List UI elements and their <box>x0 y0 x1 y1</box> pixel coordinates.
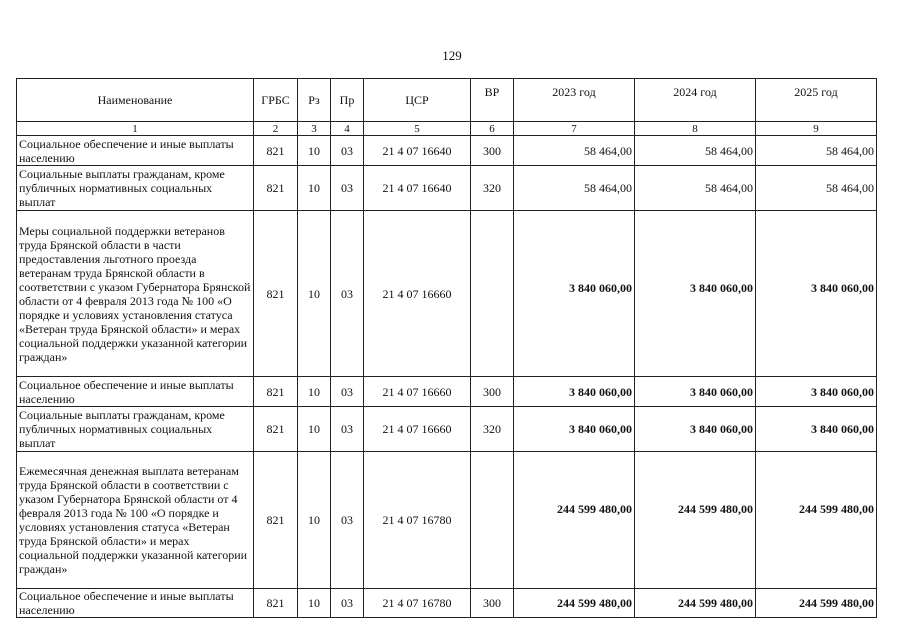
row-csr: 21 4 07 16780 <box>364 452 471 589</box>
row-amount-2024: 244 599 480,00 <box>635 589 756 618</box>
row-grbs: 821 <box>254 377 298 407</box>
row-amount-2024: 58 464,00 <box>635 136 756 166</box>
column-number: 6 <box>471 122 514 136</box>
row-amount-2023: 244 599 480,00 <box>514 589 635 618</box>
table-row <box>17 211 877 377</box>
header-row <box>17 79 877 122</box>
row-amount-2024: 3 840 060,00 <box>635 377 756 407</box>
header-name: Наименование <box>17 79 254 122</box>
row-pr: 03 <box>331 589 364 618</box>
table-row <box>17 589 877 618</box>
row-grbs: 821 <box>254 589 298 618</box>
row-csr: 21 4 07 16660 <box>364 407 471 452</box>
row-amount-2023: 244 599 480,00 <box>514 452 635 589</box>
row-grbs: 821 <box>254 136 298 166</box>
table-row <box>17 377 877 407</box>
page-number: 129 <box>442 48 462 63</box>
table-row <box>17 407 877 452</box>
row-rz: 10 <box>298 166 331 211</box>
row-amount-2025: 58 464,00 <box>756 166 877 211</box>
row-amount-2024: 3 840 060,00 <box>635 407 756 452</box>
column-number-row <box>17 122 877 136</box>
row-amount-2024: 244 599 480,00 <box>635 452 756 589</box>
row-amount-2025: 244 599 480,00 <box>756 589 877 618</box>
row-csr: 21 4 07 16660 <box>364 377 471 407</box>
row-grbs: 821 <box>254 211 298 377</box>
row-amount-2025: 3 840 060,00 <box>756 407 877 452</box>
row-pr: 03 <box>331 211 364 377</box>
row-amount-2025: 244 599 480,00 <box>756 452 877 589</box>
table-row <box>17 136 877 166</box>
row-amount-2023: 58 464,00 <box>514 136 635 166</box>
column-number: 5 <box>364 122 471 136</box>
header-2023: 2023 год <box>514 79 635 122</box>
header-pr: Пр <box>331 79 364 122</box>
row-amount-2024: 3 840 060,00 <box>635 211 756 377</box>
row-name: Социальные выплаты гражданам, кроме публичных нормативных социальных выплат <box>17 166 254 211</box>
row-grbs: 821 <box>254 407 298 452</box>
budget-table <box>16 78 877 618</box>
header-2024: 2024 год <box>635 79 756 122</box>
row-csr: 21 4 07 16640 <box>364 136 471 166</box>
row-amount-2025: 58 464,00 <box>756 136 877 166</box>
row-grbs: 821 <box>254 452 298 589</box>
row-name: Социальное обеспечение и иные выплаты населению <box>17 589 254 618</box>
column-number: 7 <box>514 122 635 136</box>
row-name: Социальное обеспечение и иные выплаты населению <box>17 377 254 407</box>
row-name: Меры социальной поддержки ветеранов труда Брянской области в части предоставления льготного проезда ветеранам труда Брянской области в соответствии с указом Губернатора Брянской области от 4 февраля 2013 года № 100 «О порядке и условиях установления статуса «Ветеран труда Брянской области» и мерах социальной поддержки указанной категории граждан» <box>17 211 254 377</box>
row-vr: 300 <box>471 136 514 166</box>
row-csr: 21 4 07 16780 <box>364 589 471 618</box>
row-amount-2023: 3 840 060,00 <box>514 407 635 452</box>
row-rz: 10 <box>298 136 331 166</box>
header-vr: ВР <box>471 79 514 122</box>
row-vr: 320 <box>471 407 514 452</box>
column-number: 4 <box>331 122 364 136</box>
header-rz: Рз <box>298 79 331 122</box>
row-name: Социальные выплаты гражданам, кроме публичных нормативных социальных выплат <box>17 407 254 452</box>
row-name: Ежемесячная денежная выплата ветеранам труда Брянской области в соответствии с указом Губернатора Брянской области от 4 февраля 2013 года № 100 «О порядке и условиях установления статуса «Ветеран труда Брянской области» и мерах социальной поддержки указанной категории граждан» <box>17 452 254 589</box>
table-row <box>17 452 877 589</box>
row-pr: 03 <box>331 166 364 211</box>
row-vr: 320 <box>471 166 514 211</box>
row-csr: 21 4 07 16640 <box>364 166 471 211</box>
column-number: 1 <box>17 122 254 136</box>
row-vr <box>471 211 514 377</box>
row-vr: 300 <box>471 377 514 407</box>
header-csr: ЦСР <box>364 79 471 122</box>
row-csr: 21 4 07 16660 <box>364 211 471 377</box>
column-number: 9 <box>756 122 877 136</box>
row-pr: 03 <box>331 136 364 166</box>
row-amount-2025: 3 840 060,00 <box>756 211 877 377</box>
table-row <box>17 166 877 211</box>
column-number: 8 <box>635 122 756 136</box>
row-rz: 10 <box>298 377 331 407</box>
row-amount-2023: 3 840 060,00 <box>514 211 635 377</box>
row-amount-2023: 58 464,00 <box>514 166 635 211</box>
row-pr: 03 <box>331 407 364 452</box>
header-grbs: ГРБС <box>254 79 298 122</box>
row-grbs: 821 <box>254 166 298 211</box>
row-vr <box>471 452 514 589</box>
column-number: 2 <box>254 122 298 136</box>
row-name: Социальное обеспечение и иные выплаты населению <box>17 136 254 166</box>
row-rz: 10 <box>298 211 331 377</box>
row-pr: 03 <box>331 377 364 407</box>
column-number: 3 <box>298 122 331 136</box>
row-vr: 300 <box>471 589 514 618</box>
row-rz: 10 <box>298 589 331 618</box>
row-pr: 03 <box>331 452 364 589</box>
row-amount-2025: 3 840 060,00 <box>756 377 877 407</box>
row-rz: 10 <box>298 407 331 452</box>
header-2025: 2025 год <box>756 79 877 122</box>
row-amount-2023: 3 840 060,00 <box>514 377 635 407</box>
row-amount-2024: 58 464,00 <box>635 166 756 211</box>
row-rz: 10 <box>298 452 331 589</box>
